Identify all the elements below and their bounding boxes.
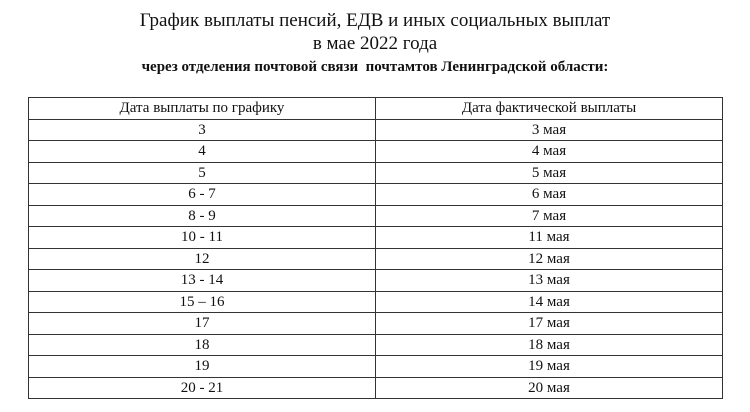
actual-date-cell: 17 мая: [376, 313, 723, 335]
table-row: [29, 313, 723, 335]
scheduled-date-cell: 8 - 9: [29, 205, 376, 227]
actual-date-cell: 12 мая: [376, 248, 723, 270]
scheduled-date-cell: 13 - 14: [29, 270, 376, 292]
header-scheduled-date: Дата выплаты по графику: [29, 98, 376, 120]
scheduled-date-cell: 6 - 7: [29, 184, 376, 206]
table-row: [29, 205, 723, 227]
actual-date-cell: 6 мая: [376, 184, 723, 206]
actual-date-cell: 5 мая: [376, 162, 723, 184]
document-title: График выплаты пенсий, ЕДВ и иных социальных выплат: [139, 10, 611, 31]
table-row: [29, 227, 723, 249]
table-row: [29, 248, 723, 270]
payment-schedule-table: [28, 97, 723, 399]
table-row: [29, 184, 723, 206]
table-row: [29, 270, 723, 292]
actual-date-cell: 20 мая: [376, 377, 723, 399]
table-row: [29, 162, 723, 184]
scheduled-date-cell: 20 - 21: [29, 377, 376, 399]
table-row: [29, 291, 723, 313]
table-row: [29, 356, 723, 378]
actual-date-cell: 3 мая: [376, 119, 723, 141]
table-row: [29, 377, 723, 399]
actual-date-cell: 11 мая: [376, 227, 723, 249]
header-actual-date: Дата фактической выплаты: [376, 98, 723, 120]
scheduled-date-cell: 3: [29, 119, 376, 141]
document-title-period: в мае 2022 года: [312, 33, 438, 54]
actual-date-cell: 18 мая: [376, 334, 723, 356]
scheduled-date-cell: 12: [29, 248, 376, 270]
scheduled-date-cell: 4: [29, 141, 376, 163]
actual-date-cell: 7 мая: [376, 205, 723, 227]
actual-date-cell: 19 мая: [376, 356, 723, 378]
actual-date-cell: 4 мая: [376, 141, 723, 163]
scheduled-date-cell: 10 - 11: [29, 227, 376, 249]
table-row: [29, 334, 723, 356]
table-row: [29, 141, 723, 163]
scheduled-date-cell: 15 – 16: [29, 291, 376, 313]
scheduled-date-cell: 17: [29, 313, 376, 335]
table-row: [29, 119, 723, 141]
actual-date-cell: 14 мая: [376, 291, 723, 313]
scheduled-date-cell: 5: [29, 162, 376, 184]
document-subtitle: через отделения почтовой связи почтамтов Ленинградской области:: [141, 59, 609, 75]
actual-date-cell: 13 мая: [376, 270, 723, 292]
scheduled-date-cell: 18: [29, 334, 376, 356]
table-header-row: [29, 98, 723, 120]
scheduled-date-cell: 19: [29, 356, 376, 378]
